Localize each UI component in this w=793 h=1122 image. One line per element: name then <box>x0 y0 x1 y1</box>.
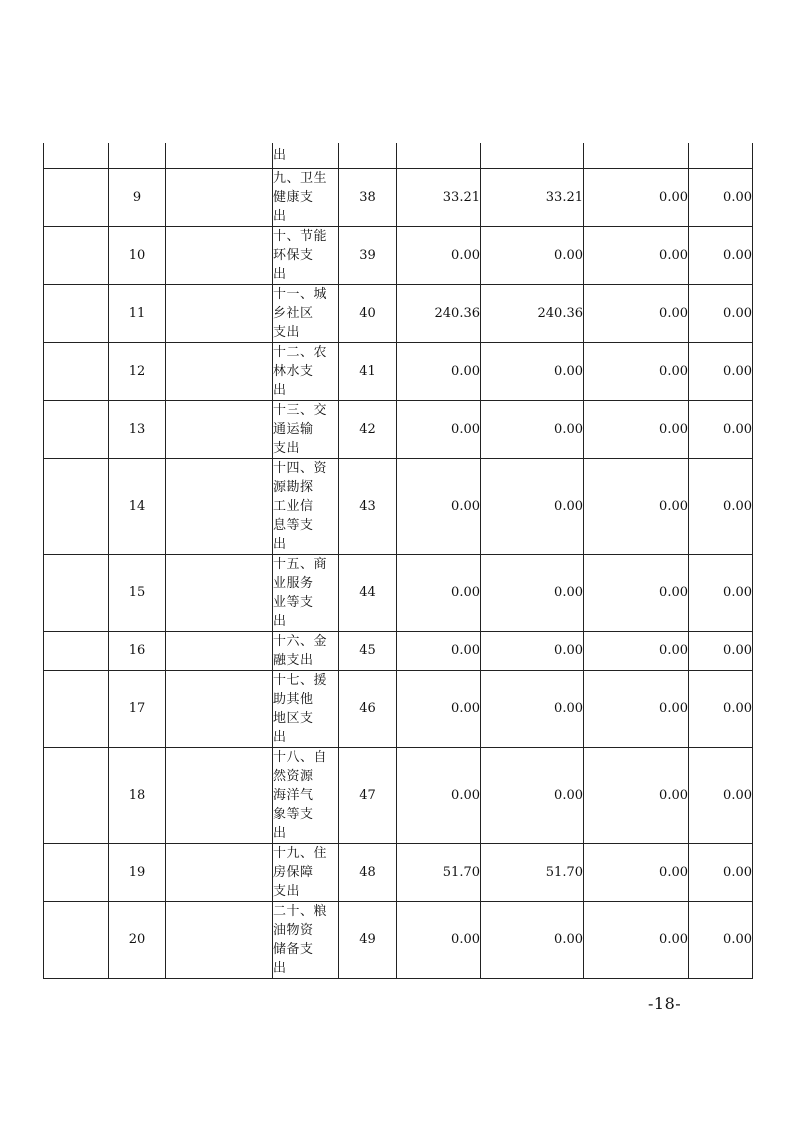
table-cell-empty <box>166 284 273 342</box>
table-row-partial <box>44 143 753 168</box>
line-number: 45 <box>339 631 397 670</box>
table-cell-empty <box>44 747 109 843</box>
amount-value-2: 0.00 <box>481 554 584 631</box>
amount-value-3: 0.00 <box>584 226 689 284</box>
amount-value-1: 0.00 <box>397 901 481 978</box>
amount-value-4: 0.00 <box>689 901 753 978</box>
line-number: 39 <box>339 226 397 284</box>
table-body <box>44 143 753 978</box>
amount-value-1: 0.00 <box>397 747 481 843</box>
table-cell-empty <box>166 400 273 458</box>
table-row <box>44 843 753 901</box>
line-number: 38 <box>339 168 397 226</box>
table-cell-empty <box>166 631 273 670</box>
page-number: -18- <box>648 994 682 1013</box>
item-name-cell <box>273 901 339 978</box>
amount-value-4: 0.00 <box>689 843 753 901</box>
item-name: 十五、商 业服务 业等支 出 <box>273 556 328 629</box>
amount-value-4: 0.00 <box>689 342 753 400</box>
item-name: 十八、自 然资源 海洋气 象等支 出 <box>273 749 328 841</box>
amount-value-1: 0.00 <box>397 226 481 284</box>
amount-value-2: 0.00 <box>481 631 584 670</box>
line-number: 46 <box>339 670 397 747</box>
item-name-cell <box>273 400 339 458</box>
line-number: 48 <box>339 843 397 901</box>
line-number: 44 <box>339 554 397 631</box>
row-index: 14 <box>109 458 166 554</box>
row-index: 18 <box>109 747 166 843</box>
line-number: 42 <box>339 400 397 458</box>
line-number: 47 <box>339 747 397 843</box>
amount-value-4: 0.00 <box>689 284 753 342</box>
amount-value-2: 0.00 <box>481 670 584 747</box>
amount-value-2: 51.70 <box>481 843 584 901</box>
row-index: 16 <box>109 631 166 670</box>
table-row <box>44 631 753 670</box>
amount-value-3: 0.00 <box>584 901 689 978</box>
row-index: 11 <box>109 284 166 342</box>
item-name-cell <box>273 747 339 843</box>
row-index: 9 <box>109 168 166 226</box>
table-cell-empty <box>166 168 273 226</box>
table-row <box>44 342 753 400</box>
row-index: 15 <box>109 554 166 631</box>
amount-value-3: 0.00 <box>584 400 689 458</box>
table-row <box>44 901 753 978</box>
amount-value-3: 0.00 <box>584 554 689 631</box>
table-cell-empty <box>166 342 273 400</box>
item-name-cell <box>273 226 339 284</box>
row-index: 20 <box>109 901 166 978</box>
table-row <box>44 554 753 631</box>
item-name-cell <box>273 342 339 400</box>
table-cell-empty <box>44 226 109 284</box>
item-name-cell <box>273 168 339 226</box>
amount-value-4: 0.00 <box>689 226 753 284</box>
item-name-cell <box>273 143 339 168</box>
table-cell-empty <box>44 143 109 168</box>
amount-value-1: 51.70 <box>397 843 481 901</box>
table-cell-empty <box>44 342 109 400</box>
line-number: 49 <box>339 901 397 978</box>
table-cell-empty <box>44 843 109 901</box>
amount-value-3: 0.00 <box>584 631 689 670</box>
table-cell-empty <box>166 901 273 978</box>
amount-value-2: 0.00 <box>481 747 584 843</box>
amount-value-1: 240.36 <box>397 284 481 342</box>
expenditure-table <box>43 143 753 979</box>
item-name: 十七、援 助其他 地区支 出 <box>273 672 328 745</box>
line-number: 40 <box>339 284 397 342</box>
table-row <box>44 400 753 458</box>
amount-value-3: 0.00 <box>584 843 689 901</box>
row-index: 13 <box>109 400 166 458</box>
amount-value-3: 0.00 <box>584 670 689 747</box>
row-index: 17 <box>109 670 166 747</box>
item-name: 二十、粮 油物资 储备支 出 <box>273 903 328 976</box>
amount-value-4: 0.00 <box>689 458 753 554</box>
table-cell-empty <box>166 670 273 747</box>
table-cell-empty <box>109 143 166 168</box>
amount-value-1: 33.21 <box>397 168 481 226</box>
amount-value-2: 0.00 <box>481 226 584 284</box>
amount-value-2: 0.00 <box>481 400 584 458</box>
item-name: 十九、住 房保障 支出 <box>273 845 328 899</box>
item-name-cell <box>273 554 339 631</box>
item-name-cell <box>273 284 339 342</box>
table-cell-empty <box>166 458 273 554</box>
row-index: 19 <box>109 843 166 901</box>
amount-value-4: 0.00 <box>689 631 753 670</box>
amount-value-4: 0.00 <box>689 168 753 226</box>
table-cell-empty <box>689 143 753 168</box>
table-cell-empty <box>584 143 689 168</box>
table-cell-empty <box>44 901 109 978</box>
table-row <box>44 168 753 226</box>
table-cell-empty <box>44 284 109 342</box>
amount-value-1: 0.00 <box>397 554 481 631</box>
amount-value-4: 0.00 <box>689 400 753 458</box>
item-name: 十一、城 乡社区 支出 <box>273 286 328 340</box>
amount-value-1: 0.00 <box>397 631 481 670</box>
item-name-cell <box>273 843 339 901</box>
line-number: 43 <box>339 458 397 554</box>
table-row <box>44 226 753 284</box>
item-name-cell <box>273 458 339 554</box>
amount-value-3: 0.00 <box>584 168 689 226</box>
table-cell-empty <box>44 400 109 458</box>
amount-value-2: 240.36 <box>481 284 584 342</box>
table-cell-empty <box>339 143 397 168</box>
table-cell-empty <box>44 670 109 747</box>
item-name: 十六、金 融支出 <box>273 633 328 668</box>
table-row <box>44 458 753 554</box>
item-name: 十三、交 通运输 支出 <box>273 402 328 456</box>
item-name: 十四、资 源勘探 工业信 息等支 出 <box>273 460 328 552</box>
amount-value-1: 0.00 <box>397 458 481 554</box>
table-cell-empty <box>166 226 273 284</box>
amount-value-4: 0.00 <box>689 670 753 747</box>
table-row <box>44 284 753 342</box>
table-row <box>44 747 753 843</box>
table-cell-empty <box>44 458 109 554</box>
table-cell-empty <box>166 143 273 168</box>
item-name: 十、节能 环保支 出 <box>273 228 328 282</box>
line-number: 41 <box>339 342 397 400</box>
amount-value-4: 0.00 <box>689 747 753 843</box>
table-row <box>44 670 753 747</box>
amount-value-3: 0.00 <box>584 458 689 554</box>
table-cell-empty <box>44 631 109 670</box>
table-cell-empty <box>166 843 273 901</box>
amount-value-2: 0.00 <box>481 901 584 978</box>
amount-value-2: 0.00 <box>481 342 584 400</box>
item-name: 出 <box>273 147 287 163</box>
amount-value-2: 33.21 <box>481 168 584 226</box>
table-cell-empty <box>44 168 109 226</box>
table-cell-empty <box>166 747 273 843</box>
amount-value-3: 0.00 <box>584 342 689 400</box>
amount-value-3: 0.00 <box>584 747 689 843</box>
amount-value-1: 0.00 <box>397 400 481 458</box>
amount-value-1: 0.00 <box>397 342 481 400</box>
item-name-cell <box>273 670 339 747</box>
item-name: 九、卫生 健康支 出 <box>273 170 328 224</box>
amount-value-4: 0.00 <box>689 554 753 631</box>
item-name-cell <box>273 631 339 670</box>
table-cell-empty <box>166 554 273 631</box>
row-index: 12 <box>109 342 166 400</box>
amount-value-2: 0.00 <box>481 458 584 554</box>
amount-value-3: 0.00 <box>584 284 689 342</box>
row-index: 10 <box>109 226 166 284</box>
amount-value-1: 0.00 <box>397 670 481 747</box>
table-cell-empty <box>481 143 584 168</box>
item-name: 十二、农 林水支 出 <box>273 344 328 398</box>
table-cell-empty <box>397 143 481 168</box>
table-cell-empty <box>44 554 109 631</box>
